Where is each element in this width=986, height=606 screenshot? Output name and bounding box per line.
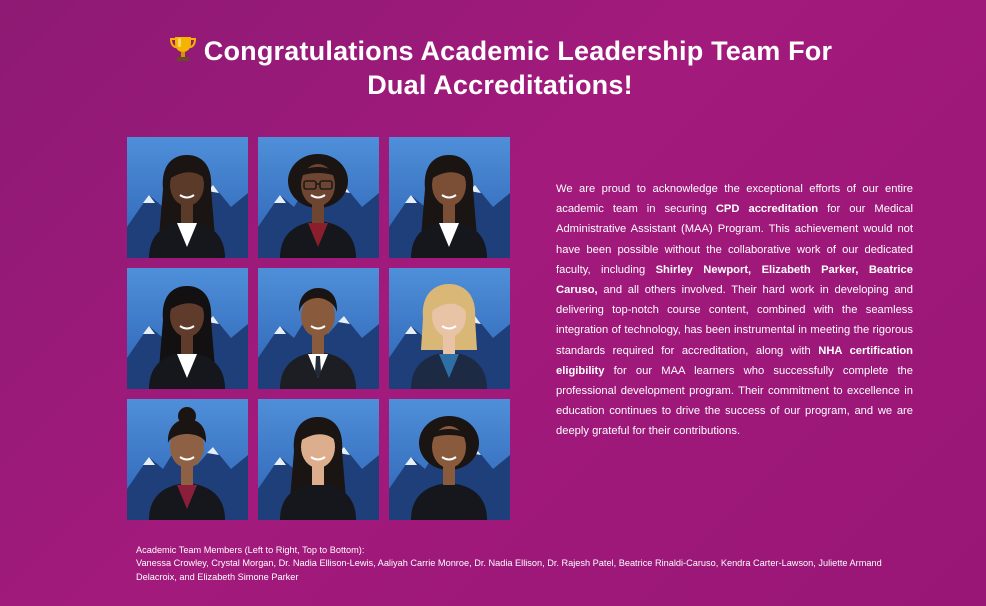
caption-heading: Academic Team Members (Left to Right, Top to Bottom): <box>136 545 365 555</box>
description-bold-3: NHA certification eligibility <box>556 344 913 377</box>
team-member-photo <box>127 137 248 258</box>
description-text-2: for our Medical Administrative Assistant (MAA) Program. This achievement would not have been possible without the collaborative work of our dedicated faculty, including <box>556 203 913 276</box>
team-members-caption <box>136 544 916 584</box>
team-member-photo <box>389 137 510 258</box>
description-text-3: and all others involved. Their hard work in developing and delivering top-notch course content, combined with the seamless integration of technology, has been instrumental in meeting the rigorous standards required for accreditation, along with <box>556 284 913 357</box>
team-member-photo <box>389 268 510 389</box>
title-text-line-2: Dual Accreditations! <box>367 70 633 100</box>
title-text-line-1: Congratulations Academic Leadership Team For <box>203 36 833 66</box>
trophy-icon <box>168 34 198 64</box>
description-text-4: for our MAA learners who successfully complete the professional development program. Their commitment to excellence in education continues to drive the success of our program, and we are deeply grateful for their contributions. <box>556 364 913 438</box>
team-member-photo <box>258 399 379 520</box>
team-photo-grid <box>127 137 510 521</box>
caption-names: Vanessa Crowley, Crystal Morgan, Dr. Nadia Ellison-Lewis, Aaliyah Carrie Monroe, Dr. Nadia Ellison, Dr. Rajesh Patel, Beatrice Rinaldi-Caruso, Kendra Carter-Lawson, Juliette Armand Delacroix, and Elizabeth Simone Parker <box>136 558 882 582</box>
page-title <box>120 34 880 102</box>
description-text-1: We are proud to acknowledge the exceptional efforts of our entire academic team in securing <box>556 183 913 216</box>
description-paragraph <box>556 179 913 442</box>
team-member-photo <box>127 268 248 389</box>
description-bold-2: Shirley Newport, Elizabeth Parker, Beatrice Caruso, <box>556 263 913 297</box>
description-bold-1: CPD accreditation <box>715 203 819 216</box>
team-member-photo <box>389 399 510 520</box>
title-line-1 <box>120 34 880 68</box>
team-member-photo <box>258 268 379 389</box>
team-member-photo <box>258 137 379 258</box>
team-member-photo <box>127 399 248 520</box>
